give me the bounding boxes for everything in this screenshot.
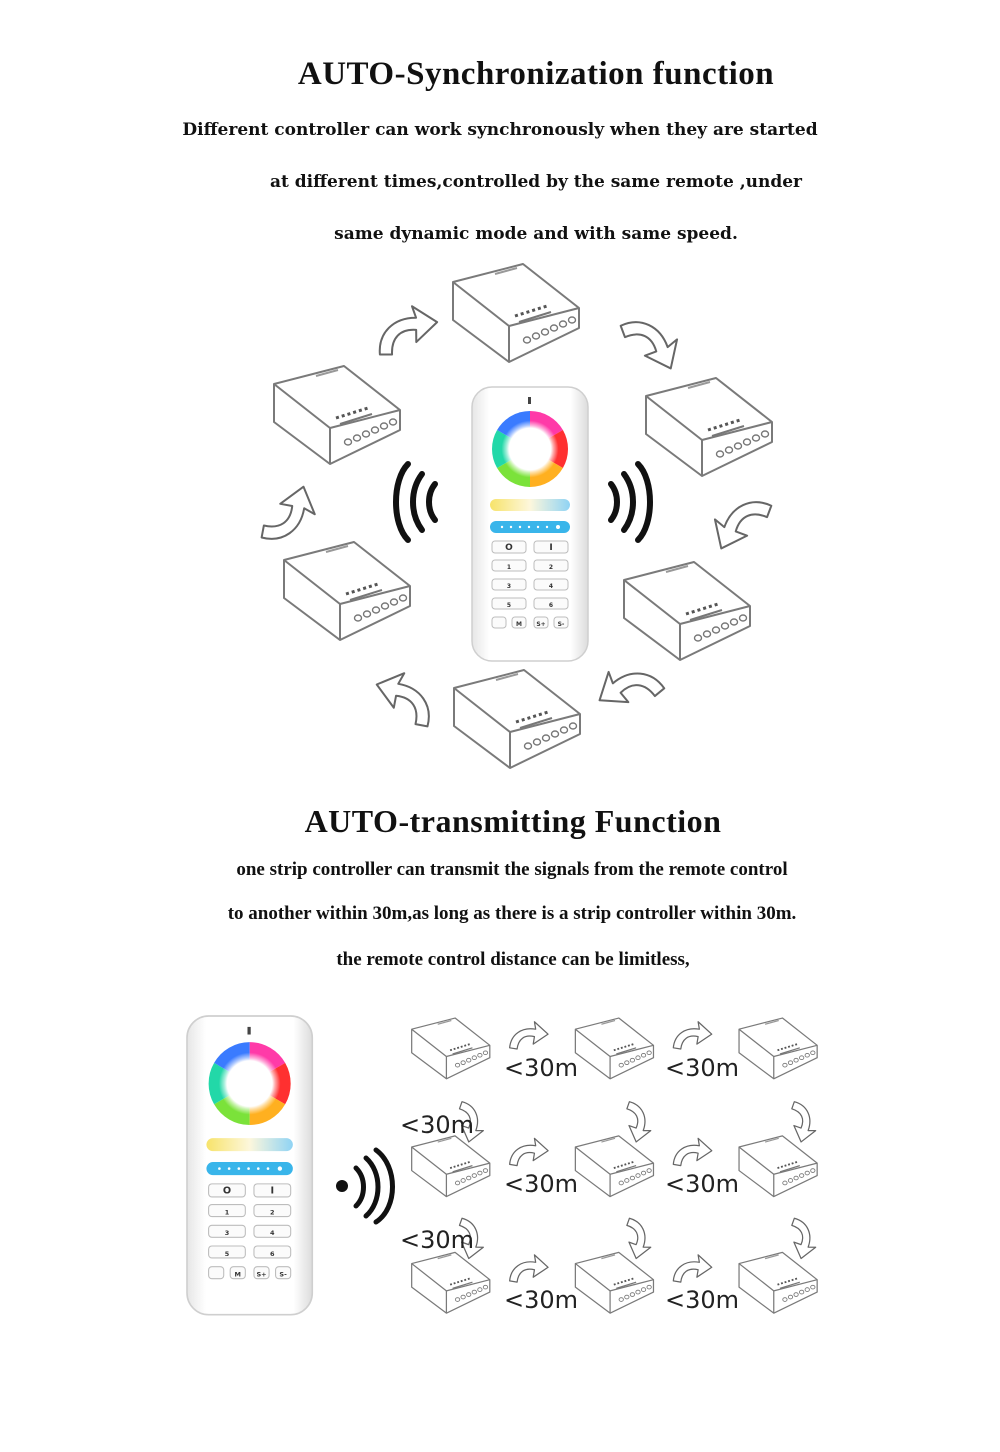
remote-button-label: S- bbox=[279, 1270, 287, 1279]
controller-box bbox=[274, 366, 400, 464]
controller-box bbox=[624, 562, 750, 660]
curved-arrow-icon bbox=[673, 1138, 711, 1165]
sync-line-1: Different controller can work synchronously when they are started bbox=[182, 120, 818, 140]
controller-box bbox=[739, 1018, 817, 1079]
remote-button-label: 5 bbox=[506, 602, 512, 609]
remote-button-label: I bbox=[549, 543, 553, 553]
remote-button-label: O bbox=[505, 543, 513, 553]
distance-label: <30m bbox=[400, 1111, 475, 1139]
remote-button-label: S+ bbox=[256, 1270, 267, 1279]
distance-label: <30m bbox=[504, 1170, 579, 1198]
remote-control bbox=[472, 387, 588, 661]
distance-label: <30m bbox=[665, 1286, 740, 1314]
sync-diagram bbox=[260, 264, 773, 768]
transmit-diagram bbox=[187, 1016, 820, 1315]
sync-line-3: same dynamic mode and with same speed. bbox=[334, 224, 738, 244]
remote-button-label: M bbox=[516, 621, 522, 628]
controller-box bbox=[284, 542, 410, 640]
remote-button-label: 4 bbox=[270, 1229, 275, 1238]
remote-button-label: 6 bbox=[548, 602, 554, 609]
controller-box bbox=[412, 1136, 490, 1197]
remote-control bbox=[187, 1016, 312, 1315]
curved-arrow-icon bbox=[510, 1022, 548, 1049]
signal-waves-right-icon bbox=[611, 464, 650, 540]
controller-box bbox=[412, 1252, 490, 1313]
remote-button-label: 1 bbox=[506, 564, 512, 571]
curved-arrow-icon bbox=[673, 1255, 711, 1282]
remote-button-label: O bbox=[222, 1185, 232, 1197]
curved-arrow-icon bbox=[622, 1101, 656, 1144]
controller-box bbox=[646, 378, 772, 476]
curved-arrow-icon bbox=[619, 305, 688, 381]
controller-box bbox=[412, 1018, 490, 1079]
curved-arrow-icon bbox=[704, 485, 773, 561]
distance-label: <30m bbox=[504, 1286, 579, 1314]
remote-button-label: S+ bbox=[536, 621, 546, 628]
distance-label: <30m bbox=[504, 1054, 579, 1082]
controller-box bbox=[739, 1252, 817, 1313]
controller-box bbox=[575, 1018, 653, 1079]
remote-button-label: 3 bbox=[506, 583, 512, 590]
curved-arrow-icon bbox=[673, 1022, 711, 1049]
transmit-line-1: one strip controller can transmit the signals from the remote control bbox=[236, 859, 788, 880]
curved-arrow-icon bbox=[510, 1138, 548, 1165]
controller-box bbox=[575, 1136, 653, 1197]
remote-button-label: 5 bbox=[224, 1249, 230, 1258]
distance-label: <30m bbox=[665, 1054, 740, 1082]
remote-button-label: M bbox=[234, 1270, 241, 1279]
sync-title: AUTO-Synchronization function bbox=[297, 56, 775, 92]
controller-box bbox=[454, 670, 580, 768]
remote-button-label: 1 bbox=[224, 1208, 230, 1217]
controller-box bbox=[453, 264, 579, 362]
transmit-line-2: to another within 30m,as long as there is a strip controller within 30m. bbox=[227, 903, 797, 924]
transmit-title: AUTO-transmitting Function bbox=[304, 803, 722, 839]
remote-button-label: 2 bbox=[548, 564, 554, 571]
curved-arrow-icon bbox=[786, 1101, 820, 1144]
curved-arrow-icon bbox=[369, 666, 442, 729]
controller-box bbox=[739, 1136, 817, 1197]
remote-button-label: 4 bbox=[548, 583, 554, 590]
distance-label: <30m bbox=[665, 1170, 740, 1198]
remote-button-label: 6 bbox=[270, 1249, 275, 1258]
transmit-line-3: the remote control distance can be limitless, bbox=[336, 949, 690, 970]
curved-arrow-icon bbox=[622, 1218, 656, 1261]
remote-button-label: 2 bbox=[270, 1208, 275, 1217]
remote-button-label: S- bbox=[557, 621, 565, 628]
sync-line-2: at different times,controlled by the same remote ,under bbox=[269, 172, 803, 192]
curved-arrow-icon bbox=[260, 479, 323, 552]
curved-arrow-icon bbox=[590, 652, 666, 721]
curved-arrow-icon bbox=[373, 302, 442, 356]
signal-emitter-icon bbox=[336, 1150, 393, 1222]
curved-arrow-icon bbox=[510, 1255, 548, 1282]
remote-button-label: 3 bbox=[224, 1229, 230, 1238]
distance-label: <30m bbox=[400, 1226, 475, 1254]
controller-box bbox=[575, 1252, 653, 1313]
signal-waves-left-icon bbox=[396, 464, 435, 540]
curved-arrow-icon bbox=[786, 1218, 820, 1261]
remote-button-label: I bbox=[270, 1185, 275, 1197]
